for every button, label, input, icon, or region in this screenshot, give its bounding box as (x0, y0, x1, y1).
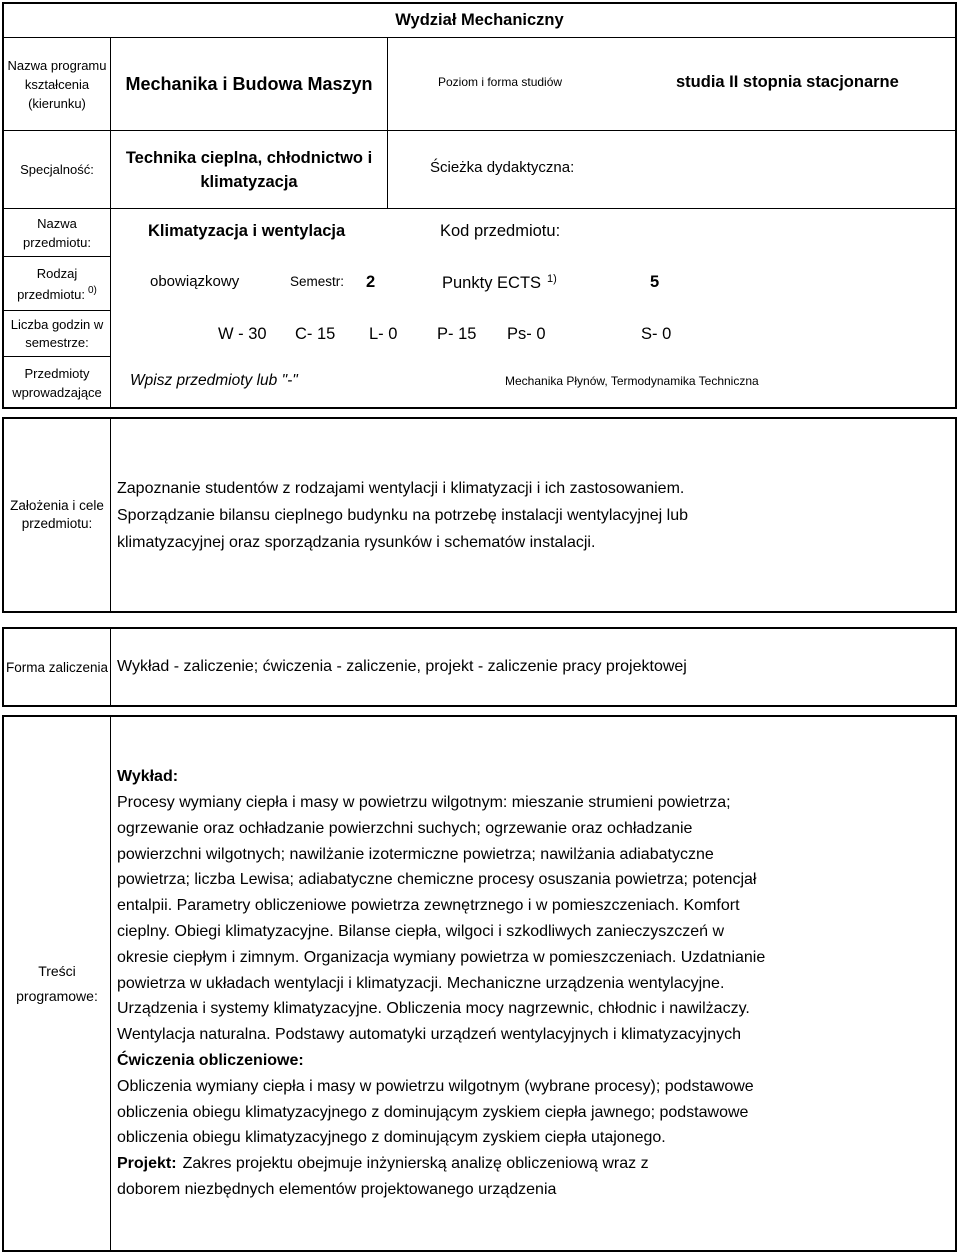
lecture-line: cieplny. Obiegi klimatyzacyjne. Bilanse ciepła, wilgoci i szkodliwych zanieczyszczeń w (117, 923, 725, 940)
faculty-header (3, 3, 956, 38)
course-name-label-line: przedmiotu: (23, 234, 91, 250)
hours-project: P- 15 (437, 325, 477, 343)
semester-label: Semestr: (290, 274, 345, 289)
prerequisites-hint: Wpisz przedmioty lub "-" (130, 372, 298, 389)
exercises-heading: Ćwiczenia obliczeniowe: (117, 1051, 304, 1069)
hours-lecture: W - 30 (218, 325, 267, 343)
exercises-line: obliczenia obiegu klimatyzacyjnego z dominującym zyskiem ciepła utajonego. (117, 1129, 666, 1147)
hours-seminar: S- 0 (641, 325, 672, 343)
semester-value: 2 (366, 273, 376, 291)
lecture-line: entalpii. Parametry obliczeniowe powietrza zewnętrznego i w pomieszczeniach. Komfort (117, 897, 740, 915)
project-line: doborem niezbędnych elementów projektowanego urządzenia (117, 1180, 557, 1198)
project-text: Zakres projektu obejmuje inżynierską analizę obliczeniową wraz z (182, 1155, 649, 1173)
assessment-label-cell (3, 628, 111, 706)
footnote-marker: 1) (547, 273, 557, 285)
course-type-label-line (17, 284, 97, 305)
course-type-value: obowiązkowy (150, 273, 240, 290)
objectives-label-line: przedmiotu: (21, 516, 93, 531)
teaching-path-label: Ścieżka dydaktyczna: (430, 159, 575, 176)
lecture-line: Procesy wymiany ciepła i masy w powietrzu wilgotnym: mieszanie strumieni powietrza; (117, 794, 731, 812)
specialty-value-line: klimatyzacja (200, 172, 298, 191)
objectives-line: Sporządzanie bilansu cieplnego budynku na potrzebę instalacji wentylacyjnej lub (117, 506, 689, 524)
faculty-name: Wydział Mechaniczny (395, 11, 564, 29)
hours-ps: Ps- 0 (507, 325, 546, 343)
specialty-value-cell (110, 130, 388, 209)
assessment-value-cell (110, 628, 956, 706)
prerequisites-label-line: Przedmioty (24, 365, 90, 381)
specialty-label-cell (3, 130, 111, 209)
objectives-label-cell (3, 418, 111, 612)
hours-exercises: C- 15 (295, 325, 336, 343)
prerequisites-value: Mechanika Płynów, Termodynamika Techniczna (505, 374, 759, 388)
content-label-line: programowe: (16, 987, 98, 1004)
course-name: Klimatyzacja i wentylacja (148, 222, 346, 240)
footnote-marker: 0) (88, 284, 97, 296)
content-label-cell (3, 716, 111, 1251)
objectives-value-cell (110, 418, 956, 612)
lecture-heading: Wykład: (117, 768, 179, 786)
lecture-line: Wentylacja naturalna. Podstawy automatyki urządzeń wentylacyjnych i klimatyzacyjnych (117, 1026, 741, 1044)
program-name-cell (110, 37, 388, 131)
course-type-label-line: Rodzaj (36, 265, 78, 281)
lecture-line: ogrzewanie oraz ochładzanie powierzchni suchych; ogrzewanie oraz ochładzanie (117, 819, 693, 837)
course-name-label-line: Nazwa (37, 215, 77, 231)
content-label-line: Treści (38, 962, 76, 979)
hours-label-line: semestrze: (25, 334, 89, 350)
hours-label-line: Liczba godzin w (10, 316, 104, 332)
prerequisites-label-cell (3, 356, 111, 409)
lecture-line: powietrza; liczba Lewisa; adiabatyczne chemiczne procesy osuszania powietrza; potencjał (117, 871, 757, 889)
program-label-line: kształcenia (24, 76, 90, 92)
hours-laboratory: L- 0 (369, 325, 398, 343)
lecture-line: powierzchni wilgotnych; nawilżanie izotermiczne powietrza; nawilżania adiabatyczne (117, 845, 714, 863)
lecture-line: okresie ciepłym i zimnym. Organizacja wymiany powietrza w pomieszczeniach. Uzdatnianie (117, 948, 766, 966)
prerequisites-label-line: wprowadzające (12, 384, 102, 400)
specialty-value-line: Technika cieplna, chłodnictwo i (125, 148, 373, 167)
exercises-line: Obliczenia wymiany ciepła i masy w powietrzu wilgotnym (wybrane procesy); podstawowe (117, 1077, 754, 1095)
content-value-cell (110, 716, 956, 1251)
lecture-line: Urządzenia i systemy klimatyzacyjne. Obliczenia mocy nagrzewnic, chłodnic i nawilżaczy. (117, 1000, 750, 1018)
lecture-line: powietrza w układach wentylacji i klimatyzacji. Mechaniczne urządzenia wentylacyjne. (117, 974, 725, 992)
program-label-line: (kierunku) (28, 95, 86, 111)
ects-label (442, 273, 557, 293)
course-type-label-cell (3, 256, 111, 311)
course-code-label: Kod przedmiotu: (440, 222, 561, 240)
course-type-label-text: przedmiotu: (17, 286, 85, 302)
project-line (117, 1151, 649, 1177)
study-level-label: Poziom i forma studiów (438, 75, 563, 89)
ects-label-text: Punkty ECTS (442, 274, 542, 292)
assessment-label: Forma zaliczenia (5, 659, 109, 675)
objectives-line: Zapoznanie studentów z rodzajami wentylacji i klimatyzacji i ich zastosowaniem. (117, 479, 685, 497)
objectives-line: klimatyzacyjnej oraz sporządzania rysunków i schematów instalacji. (117, 533, 596, 551)
objectives-label-line: Założenia i cele (10, 498, 104, 513)
ects-value: 5 (650, 273, 660, 291)
assessment-value: Wykład - zaliczenie; ćwiczenia - zaliczenie, projekt - zaliczenie pracy projektowej (117, 658, 687, 675)
project-heading: Projekt: (117, 1155, 177, 1173)
study-level-value: studia II stopnia stacjonarne (676, 73, 899, 91)
course-name-label-cell (3, 208, 111, 257)
program-name: Mechanika i Budowa Maszyn (125, 73, 373, 94)
program-label-line: Nazwa programu (7, 57, 107, 73)
hours-label-cell (3, 310, 111, 357)
program-label-cell (3, 37, 111, 131)
exercises-line: obliczenia obiegu klimatyzacyjnego z dominującym zyskiem ciepła jawnego; podstawowe (117, 1103, 749, 1121)
specialty-label: Specjalność: (20, 162, 94, 177)
